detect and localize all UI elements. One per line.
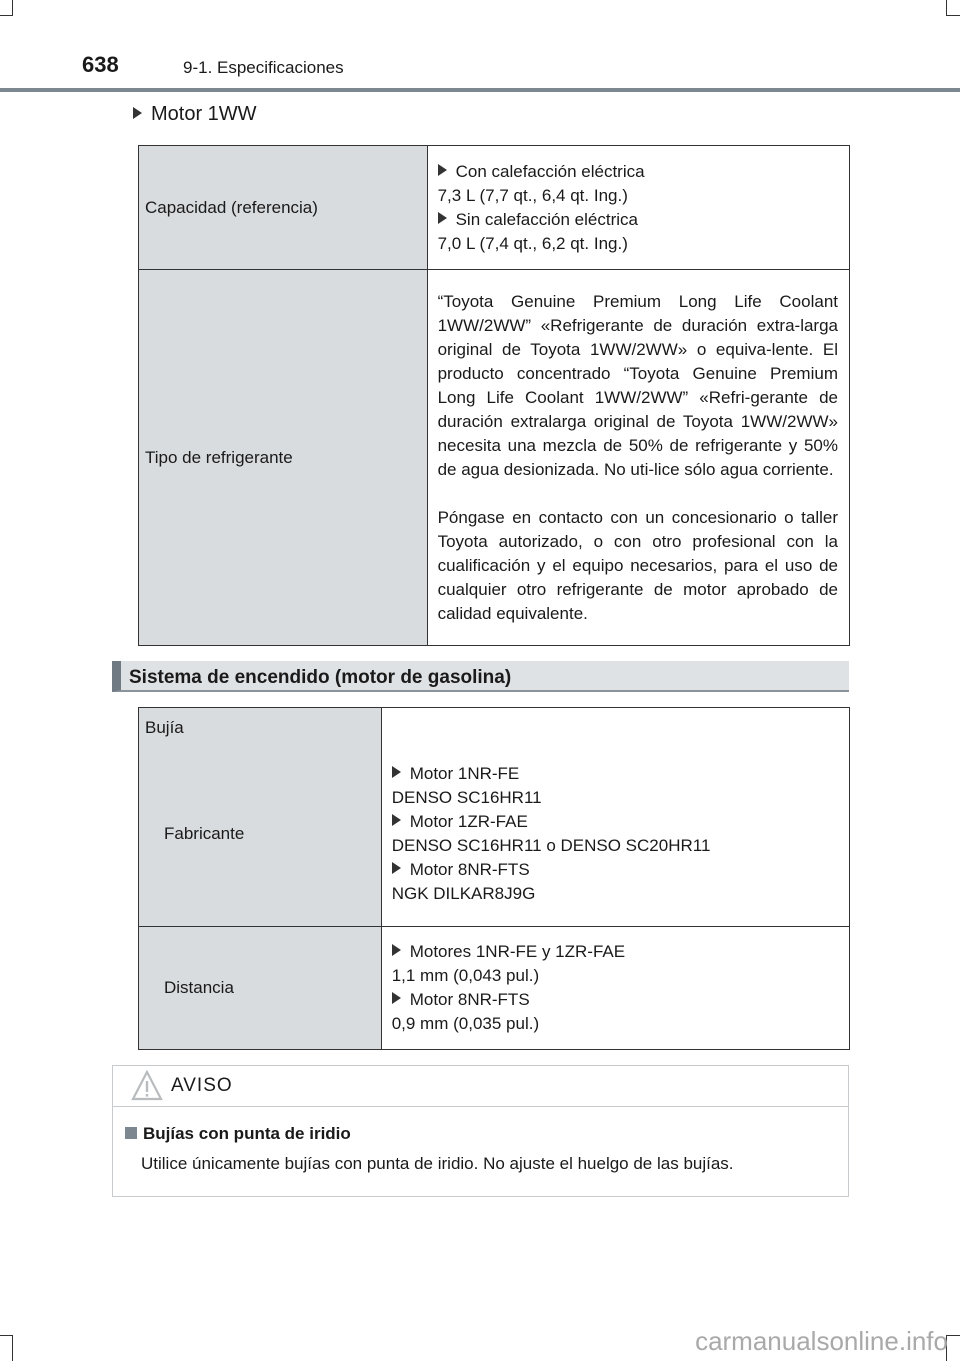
table-row [139,927,850,1050]
triangle-bullet-icon [392,862,401,874]
capacity-values: Con calefacción eléctrica 7,3 L (7,7 qt., 6,4 qt. Ing.) Sin calefacción eléctrica 7,0 L (7,4 qt., 6,2 qt. Ing.) [427,146,849,270]
coolant-paragraph: “Toyota Genuine Premium Long Life Coolant 1WW/2WW” «Refrigerante de duración extra-larga original de Toyota 1WW/2WW» o equiva-lente. El producto concentrado “Toyota Genuine Premium Long Life Coolant 1WW/2WW” «Refri-gerante de duración extralarga original de Toyota 1WW/2WW» necesita una mezcla de 50% de refrigerante y 50% de agua desionizada. No uti-lice sólo agua corriente. [437,291,838,479]
triangle-bullet-icon [392,766,401,778]
coolant-type-description [427,270,849,646]
manufacturer-cell [139,708,382,927]
section-title: Sistema de encendido (motor de gasolina) [129,667,512,688]
warning-item-text: Utilice únicamente bujías con punta de iridio. No ajuste el huelgo de las bujías. [141,1154,734,1173]
crop-mark [12,1335,13,1361]
triangle-bullet-icon [438,212,447,224]
capacity-label: Capacidad (referencia) [139,146,428,270]
crop-mark [0,15,12,16]
crop-mark [12,0,13,16]
square-bullet-icon [125,1127,137,1139]
coolant-type-label: Tipo de refrigerante [139,270,428,646]
chapter-title: 9-1. Especificaciones [183,58,344,77]
watermark: carmanualsonline.info [695,1326,948,1356]
crop-mark [946,1335,960,1336]
warning-title: AVISO [171,1075,233,1096]
warning-box [112,1065,849,1197]
manufacturer-values: Motor 1NR-FE DENSO SC16HR11 Motor 1ZR-FAE DENSO SC16HR11 o DENSO SC20HR11 Motor 8NR-FTS NGK DILKAR8J9G [381,708,849,927]
triangle-bullet-icon [133,107,142,119]
coolant-spec-table [138,145,850,646]
crop-mark [0,1335,12,1336]
section-heading-bar [112,661,849,692]
table-row [139,146,850,270]
table-row [139,270,850,646]
crop-mark [946,15,960,16]
triangle-bullet-icon [438,164,447,176]
warning-triangle-icon [131,1070,163,1102]
spark-plug-table [138,707,850,1050]
crop-mark [946,0,947,16]
gap-label: Distancia [139,927,382,1050]
warning-header [113,1066,848,1107]
triangle-bullet-icon [392,944,401,956]
manufacturer-label: Fabricante [164,824,245,843]
spark-plug-label: Bujía [145,718,184,737]
header-rule [0,88,960,92]
triangle-bullet-icon [392,992,401,1004]
page-number: 638 [82,52,119,77]
warning-item-title: Bujías con punta de iridio [125,1124,351,1144]
triangle-bullet-icon [392,814,401,826]
gap-values: Motores 1NR-FE y 1ZR-FAE 1,1 mm (0,043 pul.) Motor 8NR-FTS 0,9 mm (0,035 pul.) [381,927,849,1050]
coolant-paragraph: Póngase en contacto con un concesionario o taller Toyota autorizado, o con otro profesional con la cualificación y el equipo necesarios, para el uso de cualquier otro refrigerante de motor aprobado de calidad equivalente. [437,507,838,623]
table-row [139,708,850,927]
engine-heading: Motor 1WW [133,103,257,126]
